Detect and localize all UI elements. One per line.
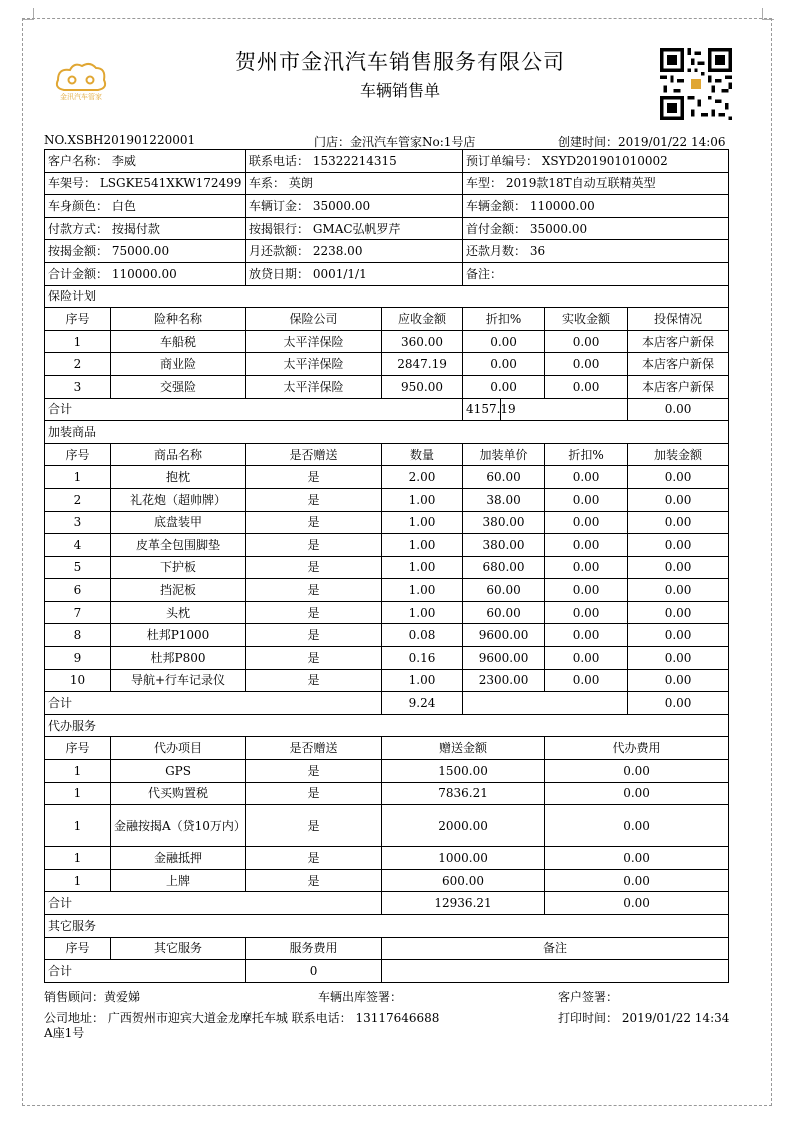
table-cell: 0.00 xyxy=(545,601,628,624)
empty-cell xyxy=(463,692,628,715)
table-cell: 0.00 xyxy=(628,624,729,647)
table-cell: 0.00 xyxy=(545,556,628,579)
table-cell: 太平洋保险 xyxy=(246,375,382,398)
section-title-other: 其它服务 xyxy=(45,915,729,938)
total-row xyxy=(45,960,729,983)
table-cell: 是 xyxy=(246,647,382,670)
company-address-cont: A座1号 xyxy=(44,1026,85,1040)
table-cell: 3 xyxy=(45,511,111,534)
store-name: 门店：金汛汽车管家No:1号店 xyxy=(314,135,476,149)
table-cell: 2.00 xyxy=(382,466,463,489)
table-cell: 头枕 xyxy=(111,601,246,624)
column-header: 数量 xyxy=(382,443,463,466)
table-cell: 是 xyxy=(246,534,382,557)
table-cell: 5 xyxy=(45,556,111,579)
table-cell: 2 xyxy=(45,353,111,376)
column-header: 备注 xyxy=(382,937,729,960)
addon-row xyxy=(45,669,729,692)
table-cell: 1 xyxy=(45,782,111,805)
info-cell: 还款月数： 36 xyxy=(463,240,729,263)
total-paid: 0.00 xyxy=(628,398,729,421)
column-header: 服务费用 xyxy=(246,937,382,960)
total-label: 合计 xyxy=(45,960,246,983)
agency-row xyxy=(45,805,729,847)
table-cell: 0.00 xyxy=(545,869,729,892)
column-header: 序号 xyxy=(45,937,111,960)
agency-row xyxy=(45,782,729,805)
table-cell: 360.00 xyxy=(382,330,463,353)
table-cell: 是 xyxy=(246,782,382,805)
table-cell: 礼花炮（超帅牌） xyxy=(111,488,246,511)
table-cell: 杜邦P1000 xyxy=(111,624,246,647)
table-cell: 1 xyxy=(45,760,111,783)
column-header: 序号 xyxy=(45,308,111,331)
table-cell: 0.00 xyxy=(545,353,628,376)
agency-row xyxy=(45,869,729,892)
table-cell: 1.00 xyxy=(382,669,463,692)
table-cell: 代买购置税 xyxy=(111,782,246,805)
table-cell: 1000.00 xyxy=(382,847,545,870)
table-cell: 2 xyxy=(45,488,111,511)
table-cell: 10 xyxy=(45,669,111,692)
table-cell: 抱枕 xyxy=(111,466,246,489)
svg-text:金汛汽车管家: 金汛汽车管家 xyxy=(60,93,102,101)
table-cell: 挡泥板 xyxy=(111,579,246,602)
addon-row xyxy=(45,534,729,557)
print-time: 打印时间： 2019/01/22 14:34 xyxy=(558,1011,730,1025)
table-cell: 0.00 xyxy=(545,805,729,847)
addon-row xyxy=(45,624,729,647)
column-header: 赠送金额 xyxy=(382,737,545,760)
section-title-agency: 代办服务 xyxy=(45,714,729,737)
table-cell: 0.00 xyxy=(628,647,729,670)
table-cell: 60.00 xyxy=(463,466,545,489)
table-cell: 1 xyxy=(45,847,111,870)
header-row xyxy=(45,937,729,960)
info-cell: 按揭金额： 75000.00 xyxy=(45,240,246,263)
table-cell: 0.00 xyxy=(545,647,628,670)
table-cell: 本店客户新保 xyxy=(628,375,729,398)
table-cell: 9 xyxy=(45,647,111,670)
table-cell: 0.00 xyxy=(545,511,628,534)
table-cell: 1.00 xyxy=(382,534,463,557)
table-cell: 2847.19 xyxy=(382,353,463,376)
table-cell: 0.00 xyxy=(545,534,628,557)
table-cell: 1500.00 xyxy=(382,760,545,783)
table-cell: 0.00 xyxy=(545,466,628,489)
section-row xyxy=(45,285,729,308)
table-cell: 1 xyxy=(45,466,111,489)
company-address: 公司地址： 广西贺州市迎宾大道金龙摩托车城 联系电话： 13117646688 xyxy=(44,1011,440,1025)
table-cell: 车船税 xyxy=(111,330,246,353)
table-cell: 是 xyxy=(246,669,382,692)
section-title-insurance: 保险计划 xyxy=(45,285,729,308)
table-cell: 太平洋保险 xyxy=(246,353,382,376)
column-header: 序号 xyxy=(45,443,111,466)
addon-row xyxy=(45,601,729,624)
table-cell: 0.00 xyxy=(545,782,729,805)
info-cell: 车身颜色： 白色 xyxy=(45,195,246,218)
info-cell: 预订单编号： XSYD201901010002 xyxy=(463,150,729,173)
table-cell: 0.00 xyxy=(545,579,628,602)
header-row xyxy=(45,443,729,466)
info-cell: 备注： xyxy=(463,262,729,285)
table-cell: 0.00 xyxy=(628,466,729,489)
table-cell: 0.00 xyxy=(628,579,729,602)
column-header: 投保情况 xyxy=(628,308,729,331)
table-cell: 60.00 xyxy=(463,601,545,624)
table-cell: 380.00 xyxy=(463,534,545,557)
total-row xyxy=(45,398,729,421)
empty-cell xyxy=(382,960,729,983)
document-title: 车辆销售单 xyxy=(359,81,440,100)
addon-row xyxy=(45,579,729,602)
table-cell: 是 xyxy=(246,511,382,534)
company-logo-icon xyxy=(52,58,110,102)
info-cell: 首付金额： 35000.00 xyxy=(463,217,729,240)
table-cell: 金融按揭A（贷10万内） xyxy=(111,805,246,847)
table-cell: 导航+行车记录仪 xyxy=(111,669,246,692)
total-label: 合计 xyxy=(45,398,463,421)
info-cell: 车辆订金： 35000.00 xyxy=(246,195,463,218)
addon-row xyxy=(45,647,729,670)
addon-row xyxy=(45,466,729,489)
table-cell: 9600.00 xyxy=(463,647,545,670)
table-cell: 680.00 xyxy=(463,556,545,579)
column-header: 其它服务 xyxy=(111,937,246,960)
header-row xyxy=(45,737,729,760)
table-cell: 1 xyxy=(45,330,111,353)
table-cell: 是 xyxy=(246,488,382,511)
column-header: 险种名称 xyxy=(111,308,246,331)
table-cell: 9600.00 xyxy=(463,624,545,647)
info-row xyxy=(45,195,729,218)
table-cell: 是 xyxy=(246,624,382,647)
table-cell: 0.16 xyxy=(382,647,463,670)
column-header: 应收金额 xyxy=(382,308,463,331)
table-cell: 0.00 xyxy=(463,330,545,353)
table-cell: GPS xyxy=(111,760,246,783)
table-cell: 交强险 xyxy=(111,375,246,398)
total-label: 合计 xyxy=(45,692,382,715)
table-cell: 1.00 xyxy=(382,579,463,602)
table-cell: 0.00 xyxy=(628,556,729,579)
table-cell: 0.00 xyxy=(545,330,628,353)
table-cell: 是 xyxy=(246,760,382,783)
table-cell: 1.00 xyxy=(382,556,463,579)
table-cell: 0.00 xyxy=(545,760,729,783)
column-header: 代办项目 xyxy=(111,737,246,760)
info-cell: 放贷日期： 0001/1/1 xyxy=(246,262,463,285)
table-cell: 商业险 xyxy=(111,353,246,376)
table-cell: 60.00 xyxy=(463,579,545,602)
table-cell: 0.00 xyxy=(628,511,729,534)
table-cell: 3 xyxy=(45,375,111,398)
info-row xyxy=(45,262,729,285)
column-header: 序号 xyxy=(45,737,111,760)
info-row xyxy=(45,150,729,173)
table-cell: 0.00 xyxy=(545,488,628,511)
header-row xyxy=(45,308,729,331)
addon-row xyxy=(45,488,729,511)
agency-row xyxy=(45,847,729,870)
section-row xyxy=(45,714,729,737)
total-gift: 12936.21 xyxy=(382,892,545,915)
info-cell: 车系： 英朗 xyxy=(246,172,463,195)
total-due: 4157.19 xyxy=(463,398,501,421)
insurance-row xyxy=(45,330,729,353)
insurance-row xyxy=(45,353,729,376)
info-cell: 付款方式： 按揭付款 xyxy=(45,217,246,240)
column-header: 折扣% xyxy=(463,308,545,331)
info-cell: 车型： 2019款18T自动互联精英型 xyxy=(463,172,729,195)
addon-row xyxy=(45,556,729,579)
table-cell: 金融抵押 xyxy=(111,847,246,870)
table-cell: 8 xyxy=(45,624,111,647)
table-cell: 是 xyxy=(246,805,382,847)
table-cell: 0.00 xyxy=(463,375,545,398)
table-cell: 6 xyxy=(45,579,111,602)
sales-advisor: 销售顾问：黄爱娣 xyxy=(44,990,141,1004)
created-time: 创建时间：2019/01/22 14:06 xyxy=(558,135,726,149)
table-cell: 是 xyxy=(246,869,382,892)
total-fee: 0 xyxy=(246,960,382,983)
total-qty: 9.24 xyxy=(382,692,463,715)
table-cell: 4 xyxy=(45,534,111,557)
exit-signature: 车辆出库签署： xyxy=(318,990,403,1004)
table-cell: 是 xyxy=(246,466,382,489)
table-cell: 上牌 xyxy=(111,869,246,892)
empty-cell xyxy=(501,398,628,421)
addon-row xyxy=(45,511,729,534)
table-cell: 7836.21 xyxy=(382,782,545,805)
table-cell: 本店客户新保 xyxy=(628,330,729,353)
total-fee: 0.00 xyxy=(545,892,729,915)
column-header: 实收金额 xyxy=(545,308,628,331)
info-row xyxy=(45,217,729,240)
table-cell: 0.08 xyxy=(382,624,463,647)
column-header: 是否赠送 xyxy=(246,443,382,466)
qr-code-icon xyxy=(660,48,732,120)
total-row xyxy=(45,892,729,915)
company-name: 贺州市金汛汽车销售服务有限公司 xyxy=(235,50,565,74)
table-cell: 0.00 xyxy=(628,601,729,624)
table-cell: 是 xyxy=(246,601,382,624)
order-number: NO.XSBH201901220001 xyxy=(44,133,196,147)
insurance-row xyxy=(45,375,729,398)
customer-signature: 客户签署： xyxy=(558,990,619,1004)
total-row xyxy=(45,692,729,715)
column-header: 保险公司 xyxy=(246,308,382,331)
table-cell: 2000.00 xyxy=(382,805,545,847)
table-cell: 0.00 xyxy=(545,847,729,870)
section-row xyxy=(45,915,729,938)
table-cell: 是 xyxy=(246,556,382,579)
info-cell: 合计金额： 110000.00 xyxy=(45,262,246,285)
sales-table xyxy=(44,149,729,983)
info-cell: 联系电话： 15322214315 xyxy=(246,150,463,173)
table-cell: 0.00 xyxy=(628,534,729,557)
info-cell: 月还款额： 2238.00 xyxy=(246,240,463,263)
column-header: 是否赠送 xyxy=(246,737,382,760)
info-cell: 车架号： LSGKE541XKW172499 xyxy=(45,172,246,195)
info-cell: 车辆金额： 110000.00 xyxy=(463,195,729,218)
table-cell: 0.00 xyxy=(545,624,628,647)
table-cell: 0.00 xyxy=(628,669,729,692)
table-cell: 1 xyxy=(45,805,111,847)
table-cell: 1.00 xyxy=(382,511,463,534)
info-row xyxy=(45,172,729,195)
table-cell: 0.00 xyxy=(628,488,729,511)
table-cell: 600.00 xyxy=(382,869,545,892)
table-cell: 下护板 xyxy=(111,556,246,579)
total-amount: 0.00 xyxy=(628,692,729,715)
table-cell: 1.00 xyxy=(382,488,463,511)
table-cell: 7 xyxy=(45,601,111,624)
table-cell: 是 xyxy=(246,847,382,870)
info-cell: 客户名称： 李威 xyxy=(45,150,246,173)
column-header: 加装单价 xyxy=(463,443,545,466)
table-cell: 2300.00 xyxy=(463,669,545,692)
table-cell: 是 xyxy=(246,579,382,602)
table-cell: 本店客户新保 xyxy=(628,353,729,376)
column-header: 代办费用 xyxy=(545,737,729,760)
info-cell: 按揭银行： GMAC弘帆罗芹 xyxy=(246,217,463,240)
table-cell: 380.00 xyxy=(463,511,545,534)
column-header: 加装金额 xyxy=(628,443,729,466)
table-cell: 太平洋保险 xyxy=(246,330,382,353)
table-cell: 0.00 xyxy=(545,375,628,398)
table-cell: 杜邦P800 xyxy=(111,647,246,670)
section-row xyxy=(45,421,729,444)
table-cell: 38.00 xyxy=(463,488,545,511)
table-cell: 950.00 xyxy=(382,375,463,398)
table-cell: 0.00 xyxy=(463,353,545,376)
section-title-addons: 加装商品 xyxy=(45,421,729,444)
column-header: 商品名称 xyxy=(111,443,246,466)
table-cell: 1.00 xyxy=(382,601,463,624)
table-cell: 皮革全包围脚垫 xyxy=(111,534,246,557)
info-row xyxy=(45,240,729,263)
table-cell: 1 xyxy=(45,869,111,892)
total-label: 合计 xyxy=(45,892,382,915)
table-cell: 0.00 xyxy=(545,669,628,692)
agency-row xyxy=(45,760,729,783)
column-header: 折扣% xyxy=(545,443,628,466)
table-cell: 底盘装甲 xyxy=(111,511,246,534)
